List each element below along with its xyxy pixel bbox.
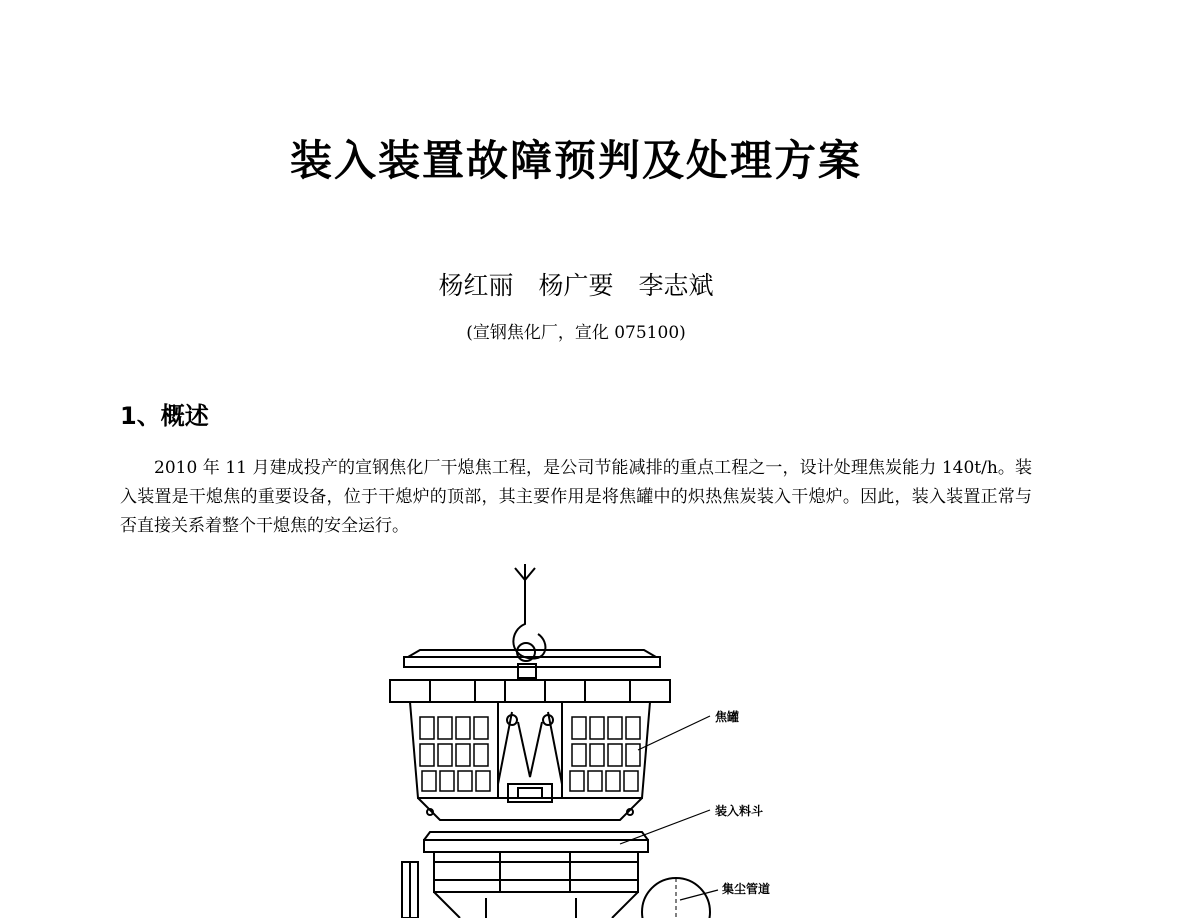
section-heading: 1、概述 <box>120 402 209 430</box>
equipment-drawing <box>380 562 800 918</box>
coke-tank <box>390 650 670 820</box>
dust-duct <box>642 878 710 918</box>
equipment-figure <box>380 562 800 918</box>
section-paragraph: 2010 年 11 月建成投产的宣钢焦化厂干熄焦工程，是公司节能减排的重点工程之一，设计处理焦炭能力 140t/h。装入装置是干熄焦的重要设备，位于干熄炉的顶部，其主要作用是将焦罐中的炽热焦炭装入干熄炉。因此，装入装置正常与否直接关系着整个干熄焦的安全运行。 <box>120 458 1032 536</box>
callout-coke-tank: 焦罐 <box>715 710 740 724</box>
crane-hook <box>513 564 545 678</box>
author-affiliation: (宣钢焦化厂，宣化 075100) <box>466 323 686 343</box>
paper-title: 装入装置故障预判及处理方案 <box>289 136 862 185</box>
author-list: 杨红丽 杨广要 李志斌 <box>438 271 714 300</box>
callout-dust-duct: 集尘管道 <box>722 882 771 896</box>
callout-charging-hopper: 装入料斗 <box>715 804 764 818</box>
charging-hopper <box>402 832 648 918</box>
